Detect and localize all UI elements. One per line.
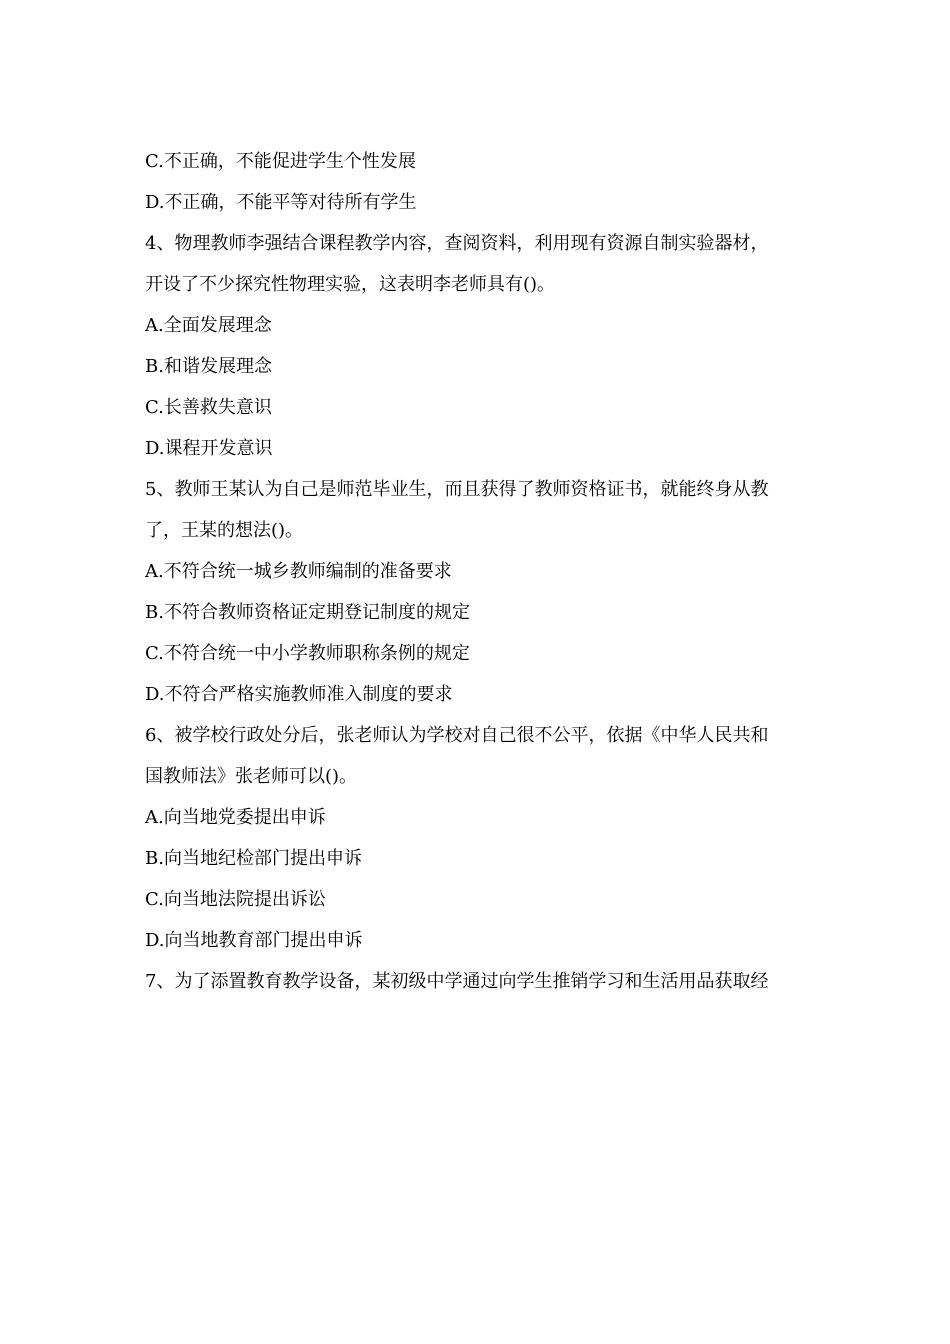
option-d-q5: D.不符合严格实施教师准入制度的要求 xyxy=(145,684,453,705)
option-b-q4: B.和谐发展理念 xyxy=(145,356,272,377)
question-4-line-1: 4、物理教师李强结合课程教学内容，查阅资料，利用现有资源自制实验器材， xyxy=(145,233,769,254)
question-6-line-2: 国教师法》张老师可以()。 xyxy=(145,766,358,787)
option-b-q5: B.不符合教师资格证定期登记制度的规定 xyxy=(145,602,470,623)
option-a-q6: A.向当地党委提出申诉 xyxy=(145,807,326,828)
option-d-q6: D.向当地教育部门提出申诉 xyxy=(145,930,363,951)
option-c-q6: C.向当地法院提出诉讼 xyxy=(145,889,326,910)
option-c-q4: C.长善救失意识 xyxy=(145,397,272,418)
question-list xyxy=(145,148,815,1009)
option-b-q6: B.向当地纪检部门提出申诉 xyxy=(145,848,362,869)
question-5-line-2: 了，王某的想法()。 xyxy=(145,520,304,541)
option-c-q5: C.不符合统一中小学教师职称条例的规定 xyxy=(145,643,470,664)
option-a-q5: A.不符合统一城乡教师编制的准备要求 xyxy=(145,561,452,582)
option-d-q3: D.不正确，不能平等对待所有学生 xyxy=(145,192,417,213)
option-c-q3: C.不正确，不能促进学生个性发展 xyxy=(145,151,416,172)
question-4-line-2: 开设了不少探究性物理实验，这表明李老师具有()。 xyxy=(145,274,556,295)
option-d-q4: D.课程开发意识 xyxy=(145,438,273,459)
question-5-line-1: 5、教师王某认为自己是师范毕业生，而且获得了教师资格证书，就能终身从教 xyxy=(145,479,769,500)
question-7-line-1: 7、为了添置教育教学设备，某初级中学通过向学生推销学习和生活用品获取经 xyxy=(145,971,769,992)
question-6-line-1: 6、被学校行政处分后，张老师认为学校对自己很不公平，依据《中华人民共和 xyxy=(145,725,769,746)
option-a-q4: A.全面发展理念 xyxy=(145,315,272,336)
